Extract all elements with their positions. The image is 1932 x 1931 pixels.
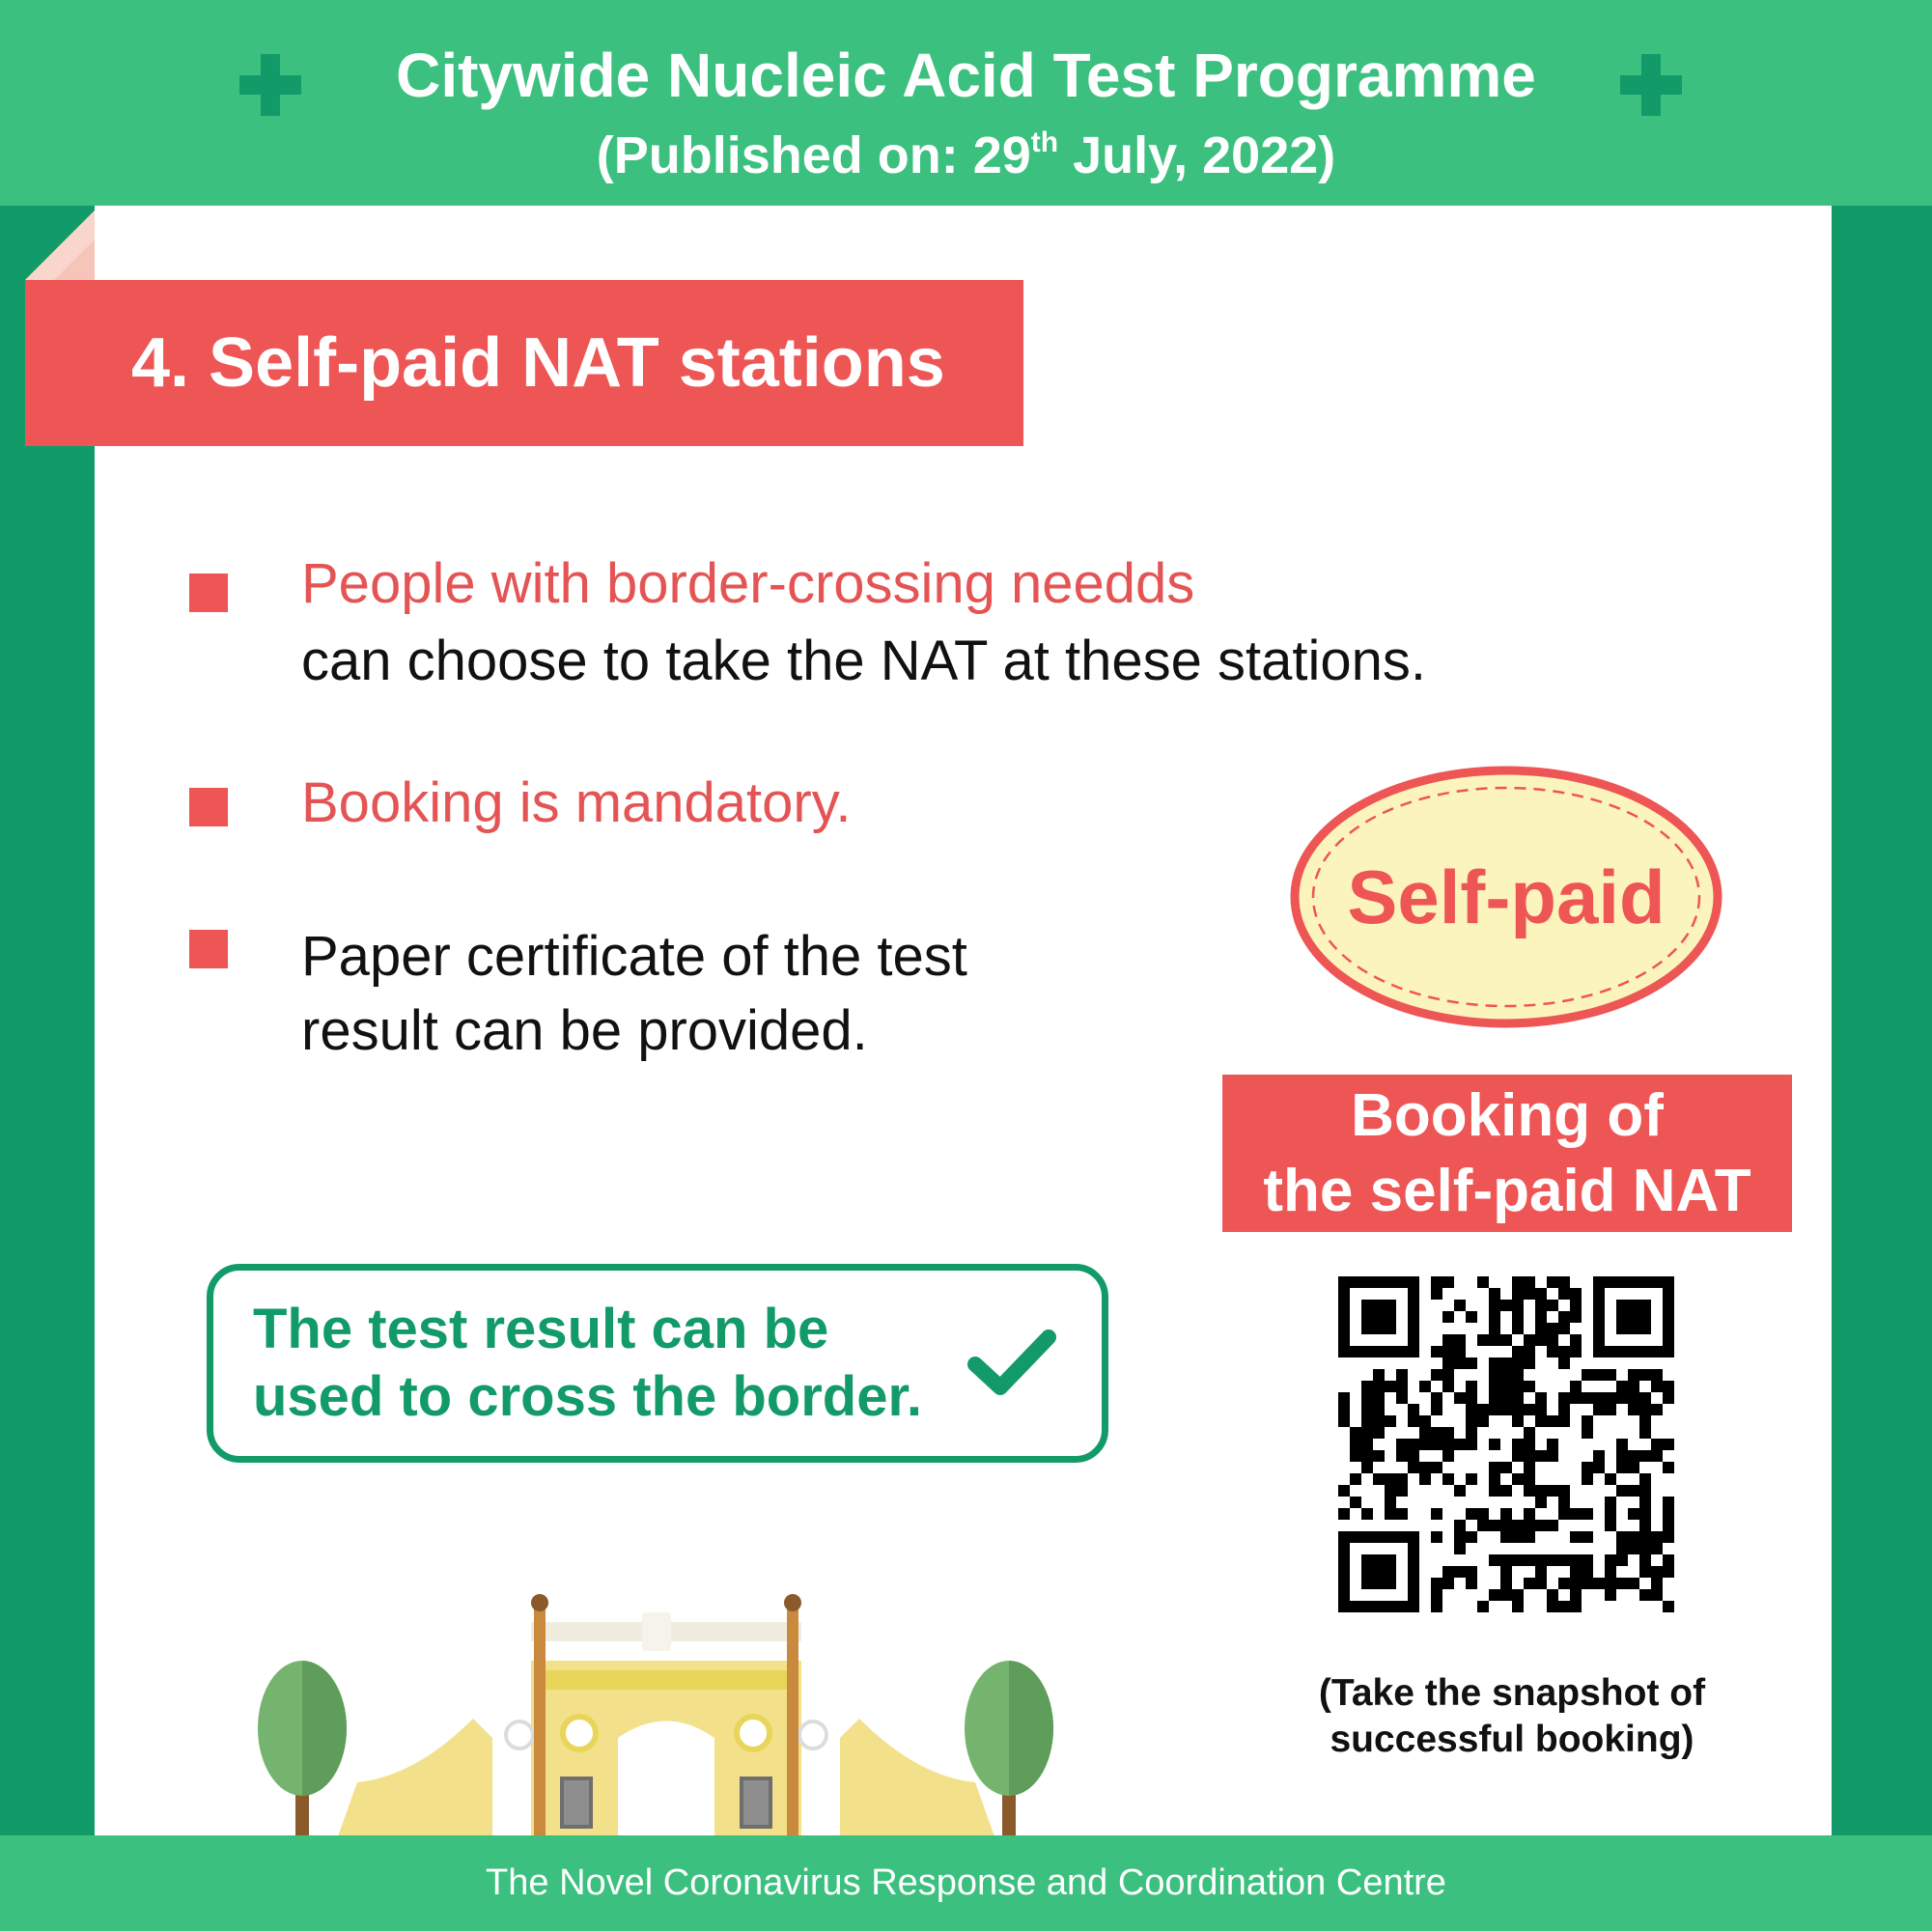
qr-caption-line2: successful booking) bbox=[1330, 1719, 1694, 1760]
stamp-label: Self-paid bbox=[1347, 854, 1666, 939]
qr-code-icon[interactable] bbox=[1338, 1276, 1674, 1612]
footer-banner bbox=[0, 1835, 1932, 1931]
bullet-icon bbox=[189, 788, 228, 826]
result-text bbox=[253, 1296, 922, 1431]
footer-text: The Novel Coronavirus Response and Coordination Centre bbox=[486, 1862, 1446, 1903]
checkmark-icon bbox=[966, 1326, 1058, 1403]
plus-cross-icon bbox=[1620, 54, 1682, 116]
bullet-2-highlight: Booking is mandatory. bbox=[301, 771, 852, 834]
bullet-icon bbox=[189, 930, 228, 968]
section-title: 4. Self-paid NAT stations bbox=[131, 324, 945, 402]
published-date bbox=[0, 112, 1932, 186]
border-gate-illustration bbox=[251, 1593, 1081, 1836]
booking-band bbox=[1222, 1075, 1792, 1232]
published-superscript: th bbox=[1030, 126, 1059, 158]
bullet-icon bbox=[189, 574, 228, 612]
bullet-3-line1: Paper certificate of the test bbox=[301, 925, 967, 988]
page-title: Citywide Nucleic Acid Test Programme bbox=[396, 41, 1536, 110]
result-line2: used to cross the border. bbox=[253, 1365, 922, 1428]
bullet-1-text: can choose to take the NAT at these stations. bbox=[301, 630, 1426, 692]
published-prefix: (Published on: 29 bbox=[596, 126, 1031, 184]
qr-caption bbox=[1222, 1670, 1802, 1763]
result-line1: The test result can be bbox=[253, 1298, 829, 1360]
published-suffix: July, 2022) bbox=[1058, 126, 1336, 184]
booking-line1: Booking of bbox=[1351, 1082, 1664, 1149]
booking-line2: the self-paid NAT bbox=[1263, 1158, 1751, 1224]
page-fold-icon bbox=[25, 210, 95, 280]
section-title-band bbox=[25, 280, 1023, 446]
bullet-3-line2: result can be provided. bbox=[301, 999, 868, 1062]
header-banner bbox=[0, 0, 1932, 206]
qr-caption-line1: (Take the snapshot of bbox=[1318, 1672, 1706, 1714]
bullet-1-highlight: People with border-crossing needds bbox=[301, 552, 1195, 615]
